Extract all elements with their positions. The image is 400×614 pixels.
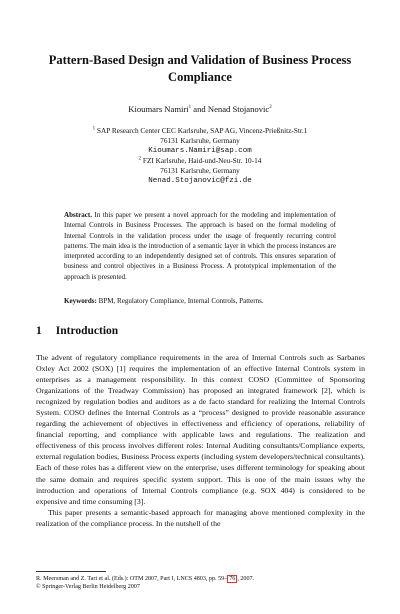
footer-citation-text: R. Meersman and Z. Tari et al. (Eds.): OTM 2007, Part I, LNCS 4803, pp. 59–: [36, 576, 228, 582]
affiliations: [0, 126, 400, 187]
affil-2-line-1: [0, 156, 400, 166]
author-and: and: [191, 104, 208, 114]
abstract-text: In this paper we present a novel approach for the modeling and implementation of Internal Controls in Business Processes. The approach is based on the formal modeling of Internal Controls in the validation process under the usage of frequently recurring control patterns. The main idea is the introduction of a semantic layer in which the process instances are interpreted according to an independently designed set of controls. This ensures separation of business and control objectives in a Business Process. A prototypical implementation of the approach is presented.: [64, 211, 336, 281]
affil-2-text: FZI Karlsruhe, Haid-und-Neu-Str. 10-14: [141, 156, 262, 166]
keywords-text: BPM, Regulatory Compliance, Internal Controls, Patterns.: [96, 297, 264, 305]
footer-rule: [36, 571, 106, 572]
footer: [36, 575, 366, 592]
authors: [0, 104, 400, 114]
section-title: Introduction: [55, 325, 119, 337]
title-line-1: Pattern-Based Design and Validation of Business Process: [48, 53, 352, 67]
paragraph-2: This paper presents a semantic-based approach for managing above mentioned complexity in the realization of the compliance process. In the nutshell of the: [36, 507, 365, 528]
affil-1-email: Kioumars.Namiri@sap.com: [148, 147, 252, 156]
author-1-sup: 1: [188, 105, 192, 111]
affil-2-line-2: 76131 Karlsruhe, Germany: [160, 166, 240, 176]
body-text: [36, 352, 365, 529]
author-1: Kioumars Namiri: [128, 104, 189, 114]
footer-citation: [36, 575, 366, 583]
affil-1-line-2: 76131 Karlsruhe, Germany: [160, 136, 240, 146]
section-heading: [36, 325, 118, 337]
footer-copyright: © Springer-Verlag Berlin Heidelberg 2007: [36, 584, 140, 591]
title-line-2: Compliance: [168, 70, 232, 84]
abstract-label: Abstract.: [64, 211, 92, 219]
affil-1-line-1: [0, 126, 400, 136]
page-link[interactable]: 76: [229, 576, 236, 582]
affil-2-email: Nenad.Stojanovic@fzi.de: [148, 177, 252, 186]
paper-title: [30, 52, 370, 86]
section-number: 1: [36, 325, 42, 337]
footer-citation-end: , 2007.: [237, 576, 255, 582]
author-2: Nenad Stojanovic: [207, 104, 270, 114]
affil-2-sup: 2: [138, 156, 142, 162]
keywords-label: Keywords:: [64, 297, 97, 305]
author-2-sup: 2: [269, 105, 272, 111]
affil-1-sup: 1: [92, 126, 96, 132]
affil-1-text: SAP Research Center CEC Karlsruhe, SAP AG, Vincenz-Prießnitz-Str.1: [95, 126, 308, 135]
keywords: [64, 296, 336, 306]
abstract: [64, 210, 336, 282]
paragraph-1: The advent of regulatory compliance requirements in the area of Internal Controls such as Sarbanes Oxley Act 2002 (SOX) [1] requires the implementation of an effective Internal Controls system in enterprises as a management responsibility. In this context COSO (Committee of Sponsoring Organizations of the Treadway Commission) has proposed an integrated framework [2], which is recognized by regulation bodies and auditors as a de facto standard for realizing the Internal Controls System. COSO defines the Internal Controls as a “process” designed to provide reasonable assurance regarding the achievement of objectives in effectiveness and efficiency of operations, reliability of financial reporting, and compliance with applicable laws and regulations. The realization and effectiveness of this process involves different roles: Internal Auditing consultants/Compliance experts, external regulation bodies, Business Process experts (including system developers/technical consultants). Each of these roles has a different view on the enterprise, uses different terminology for speaking about the same domain and requires specific system support. This is one of the main issues why the introduction and operations of Internal Controls compliance (e.g. SOX 404) is considered to be expensive and time consuming [3].: [36, 353, 365, 506]
